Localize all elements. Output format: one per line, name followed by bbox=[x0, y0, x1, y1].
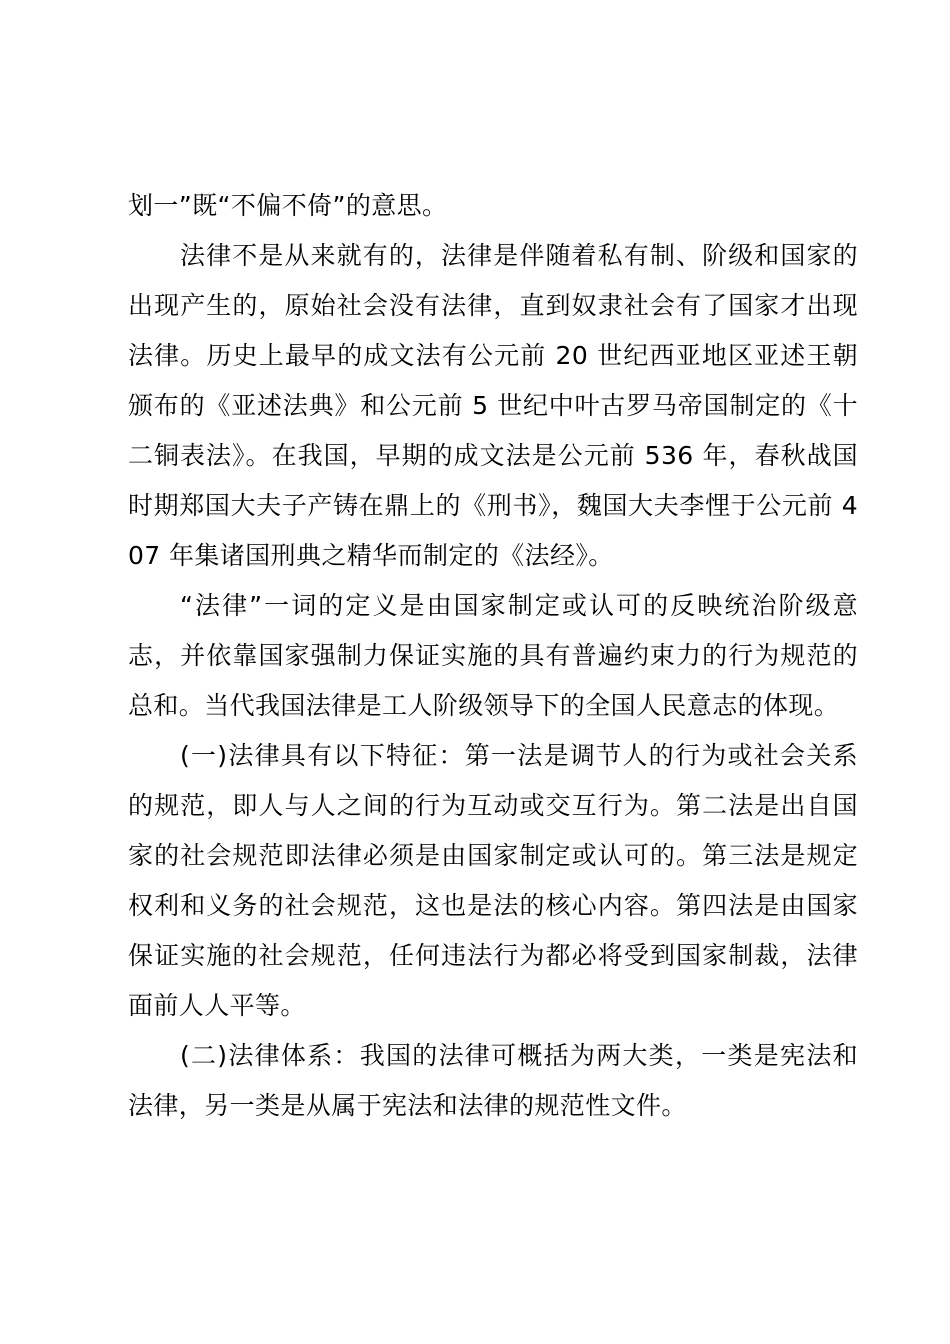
paragraph-law-definition: “法律”一词的定义是由国家制定或认可的反映统治阶级意志，并依靠国家强制力保证实施的具有普遍约束力的行为规范的总和。当代我国法律是工人阶级领导下的全国人民意志的体现。 bbox=[128, 591, 858, 720]
paragraph-continuation: 划一”既“不偏不倚”的意思。 bbox=[128, 191, 448, 220]
paragraph-law-system: (二)法律体系：我国的法律可概括为两大类，一类是宪法和法律，另一类是从属于宪法和法律的规范性文件。 bbox=[128, 1041, 858, 1120]
document-body bbox=[128, 181, 858, 1131]
paragraph-law-features: (一)法律具有以下特征：第一法是调节人的行为或社会关系的规范，即人与人之间的行为互动或交互行为。第二法是出自国家的社会规范即法律必须是由国家制定或认可的。第三法是规定权利和义务的社会规范，这也是法的核心内容。第四法是由国家保证实施的社会规范，任何违法行为都必将受到国家制裁，法律面前人人平等。 bbox=[128, 741, 858, 1020]
paragraph-law-origin: 法律不是从来就有的，法律是伴随着私有制、阶级和国家的出现产生的，原始社会没有法律，直到奴隶社会有了国家才出现法律。历史上最早的成文法有公元前 20 世纪西亚地区亚述王朝颁布的《亚述法典》和公元前 5 世纪中叶古罗马帝国制定的《十二铜表法》。在我国，早期的成文法是公元前 536 年，春秋战国时期郑国大夫子产铸在鼎上的《刑书》，魏国大夫李悝于公元前 407 年集诸国刑典之精华而制定的《法经》。 bbox=[128, 241, 858, 570]
